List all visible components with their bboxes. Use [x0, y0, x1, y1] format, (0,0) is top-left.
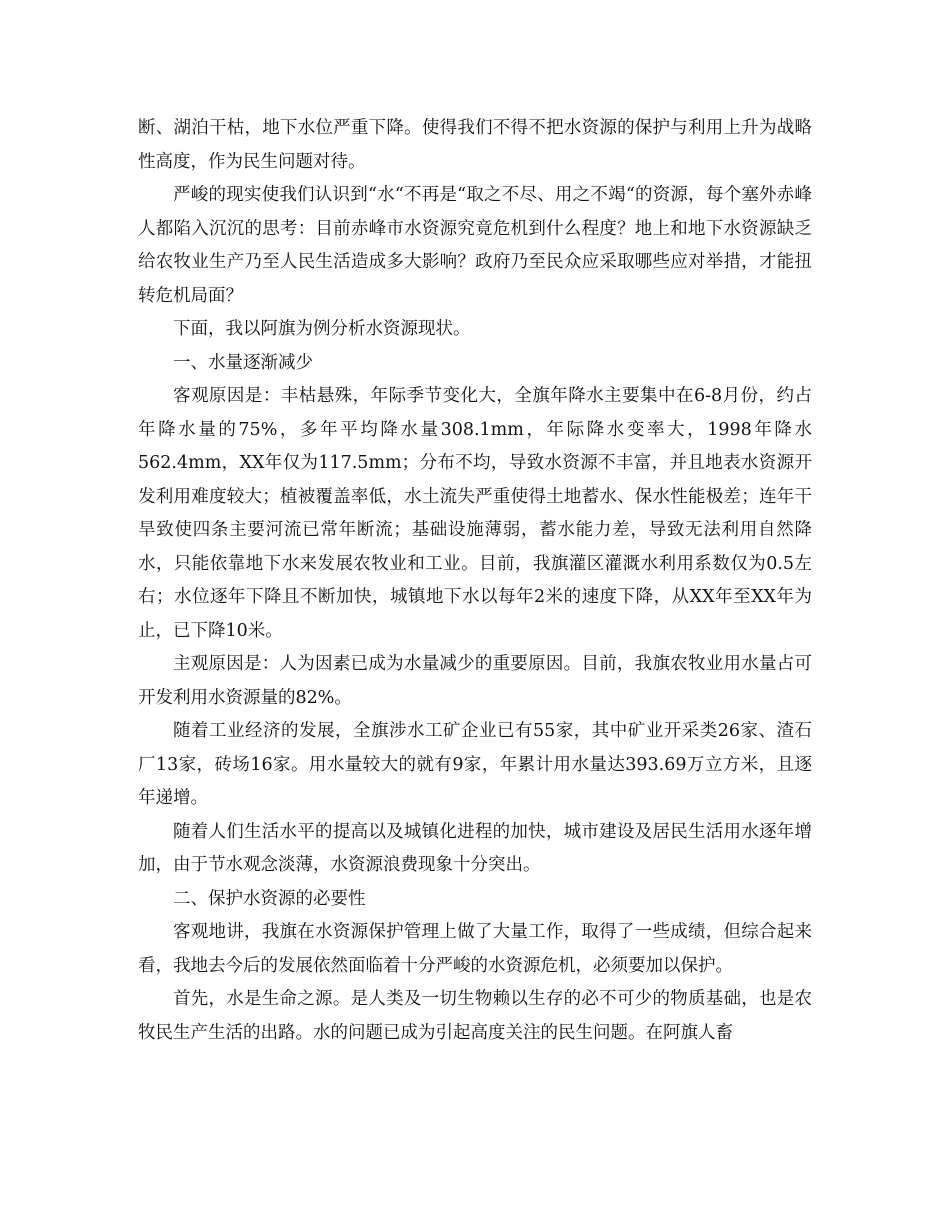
paragraph-7: 随着人们生活水平的提高以及城镇化进程的加快，城市建设及居民生活用水逐年增加，由于节水观念淡薄，水资源浪费现象十分突出。: [138, 821, 812, 875]
paragraph-8: 客观地讲，我旗在水资源保护管理上做了大量工作，取得了一些成绩，但综合起来看，我地去今后的发展依然面临着十分严峻的水资源危机，必须要加以保护。: [138, 922, 812, 976]
paragraph-3: 下面，我以阿旗为例分析水资源现状。: [173, 319, 471, 339]
paragraph-5: 主观原因是：人为因素已成为水量减少的重要原因。目前，我旗农牧业用水量占可开发利用水资源量的82%。: [138, 654, 812, 708]
paragraph-4: 客观原因是：丰枯悬殊，年际季节变化大，全旗年降水主要集中在6-8月份，约占年降水量的75%，多年平均降水量308.1mm，年际降水变率大，1998年降水562.4mm，XX年仅为117.5mm；分布不均，导致水资源不丰富，并且地表水资源开发利用难度较大；植被覆盖率低，水土流失严重使得土地蓄水、保水性能极差；连年干旱致使四条主要河流已常年断流；基础设施薄弱，蓄水能力差，导致无法利用自然降水，只能依靠地下水来发展农牧业和工业。目前，我旗灌区灌溉水利用系数仅为0.5左右；水位逐年下降且不断加快，城镇地下水以每年2米的速度下降，从XX年至XX年为止，已下降10米。: [138, 386, 812, 641]
paragraph-9: 首先，水是生命之源。是人类及一切生物赖以生存的必不可少的物质基础，也是农牧民生产生活的出路。水的问题已成为引起高度关注的民生问题。在阿旗人畜: [138, 989, 812, 1043]
section-heading-2: 二、保护水资源的必要性: [173, 888, 366, 909]
paragraph-2: 严峻的现实使我们认识到“水“不再是“取之不尽、用之不竭“的资源，每个塞外赤峰人都陷入沉沉的思考：目前赤峰市水资源究竟危机到什么程度？地上和地下水资源缺乏给农牧业生产乃至人民生活造成多大影响？政府乃至民众应采取哪些应对举措，才能扭转危机局面？: [138, 185, 812, 306]
section-heading-1: 一、水量逐渐减少: [173, 352, 313, 373]
paragraph-1: 断、湖泊干枯，地下水位严重下降。使得我们不得不把水资源的保护与利用上升为战略性高度，作为民生问题对待。: [138, 118, 812, 172]
paragraph-6: 随着工业经济的发展，全旗涉水工矿企业已有55家，其中矿业开采类26家、渣石厂13家，砖场16家。用水量较大的就有9家，年累计用水量达393.69万立方米，且逐年递增。: [138, 721, 812, 808]
document-body: [138, 112, 812, 1050]
